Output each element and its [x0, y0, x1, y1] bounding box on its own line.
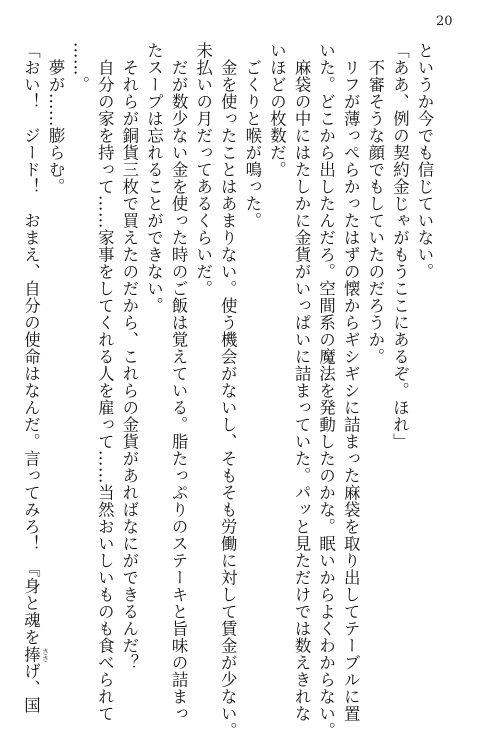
text-line: だが数少ない金を使った時のご飯は覚えている。脂たっぷりのステーキと旨味の詰まっ: [169, 42, 189, 722]
text-line: それらが銅貨三枚で買えたのだから、これらの金貨があればなにができるんだ？: [119, 42, 139, 671]
text-line: というか今でも信じていない。: [415, 42, 434, 280]
text-line: ごくりと喉が鳴った。: [242, 42, 262, 229]
page-number: 20: [436, 14, 453, 29]
text-line: リフが薄っぺらかったはずの懐からギシギシに詰まった麻袋を取り出してテーブルに置: [341, 42, 361, 722]
ruby-base: 捧 ささ: [21, 645, 50, 663]
text-line: ……。: [70, 42, 90, 93]
text-line: いほどの枚数だ。: [267, 42, 287, 178]
text-line: 「ああ、例の契約金じゃがもうここにあるぞ。ほれ」: [390, 42, 410, 450]
text-line: 麻袋の中にはたしかに金貨がいっぱいに詰まっていた。パッと見ただけでは数えきれな: [292, 42, 312, 722]
text-line: 不審そうな顔でもしていたのだろうか。: [365, 42, 385, 365]
text-line: 未払いの月だってあるくらいだ。: [193, 42, 213, 297]
text-line: 自分の家を持って……家事をしてくれる人を雇って……当然おいしいものも食べられて: [95, 42, 115, 722]
text-line: いた。どこから出したんだろ。空間系の魔法を発動したのかな。眠いからよくわからない。: [316, 42, 336, 739]
ruby-reading: ささ: [41, 647, 50, 662]
text-line-last: 「おい！ ジード！ おまえ、自分の使命はなんだ。言ってみろ！ 『身と魂を捧 ささ げ、国: [21, 42, 50, 714]
vertical-text-body: [18, 42, 436, 739]
text-line: たスープは忘れることができない。: [144, 42, 164, 314]
text-line: 金を使ったことはあまりない。使う機会がないし、そもそも労働に対して賃金が少ない。: [218, 42, 238, 739]
text-line: 夢が……膨らむ。: [46, 42, 66, 195]
